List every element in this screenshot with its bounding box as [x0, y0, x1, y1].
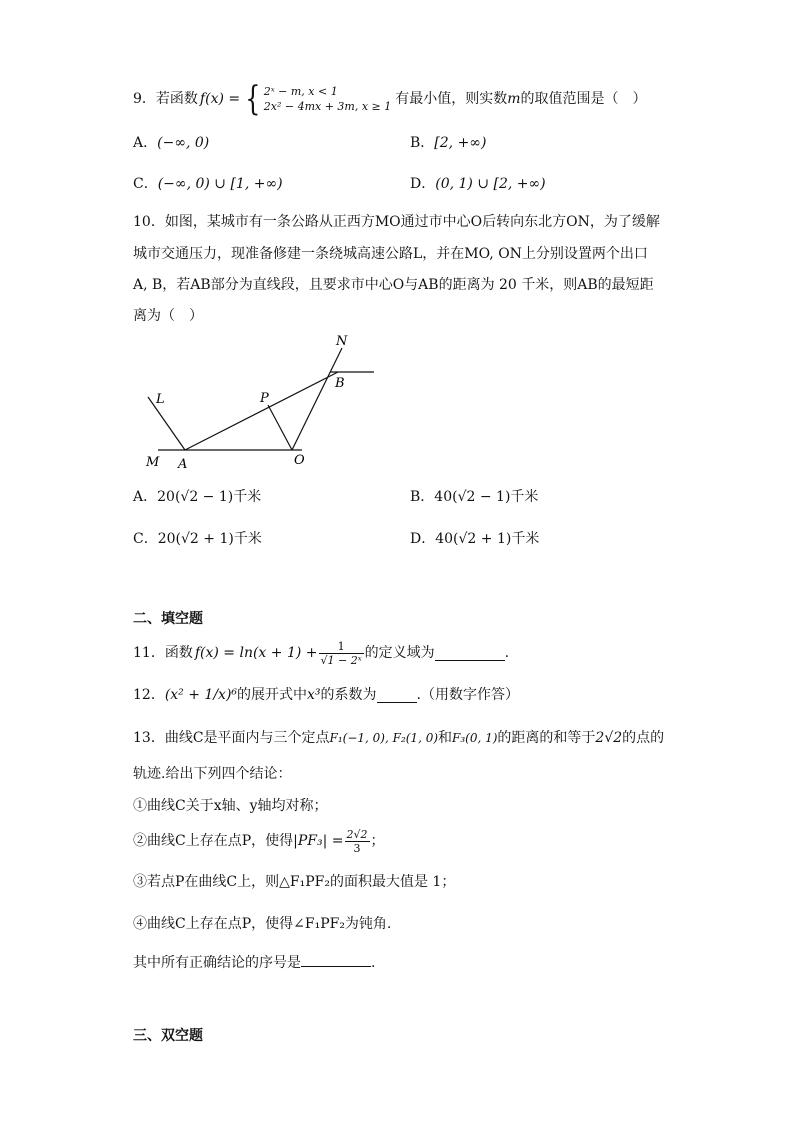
q9-f-lhs: f(x) =: [199, 91, 241, 107]
q11-expr: f(x) = ln(x + 1) +: [194, 645, 318, 661]
q11-text-b: 的定义域为: [364, 645, 435, 661]
q9-var-m: m: [507, 91, 521, 107]
q9-option-d[interactable]: D．(0, 1) ∪ [2, +∞): [410, 176, 546, 192]
q12-text-b: 的展开式中: [237, 687, 308, 703]
q13-line1: 13．曲线C是平面内与三个定点F₁(−1, 0), F₂(1, 0)和F₃(0, 1)的距离的和等于2√2的点的: [133, 730, 665, 746]
label-a: A: [178, 457, 188, 472]
q13-item2: ②曲线C上存在点P，使得 |PF₃| = $\frac{2√2}{3}$ ；: [133, 827, 385, 855]
line-ab: [185, 372, 338, 450]
q11-fraction: [319, 640, 364, 667]
line-po: [268, 405, 292, 450]
q12-answer-blank[interactable]: [377, 688, 417, 703]
q9-case2: 2x² − 4mx + 3m, x ≥ 1: [263, 100, 392, 113]
section-2-title: 二、填空题: [133, 611, 203, 627]
label-b: B: [335, 376, 345, 391]
label-p: P: [260, 391, 269, 406]
q9-number: 9．: [133, 91, 156, 107]
q9-option-c[interactable]: C．(−∞, 0) ∪ [1, +∞): [133, 176, 283, 192]
q12-text-a: 12．: [133, 687, 165, 703]
section-3-title: 三、双空题: [133, 1028, 203, 1044]
q10-option-a[interactable]: A．20(√2 − 1)千米: [133, 489, 262, 505]
q9-option-b[interactable]: B．[2, +∞): [410, 135, 487, 151]
q10-line3: A, B，若AB部分为直线段，且要求市中心O与AB的距离为 20 千米，则AB的最短距: [133, 277, 654, 293]
line-on: [292, 348, 342, 450]
label-l: L: [156, 392, 165, 407]
line-la: [148, 397, 185, 450]
q13-ask: 其中所有正确结论的序号是 .: [133, 952, 375, 973]
q12: [133, 684, 519, 706]
q9-brace: {: [245, 79, 261, 119]
q9-prefix: 若函数: [155, 91, 198, 107]
q11-frac-den: √1 − 2ˣ: [320, 653, 362, 667]
q10-line2: 城市交通压力，现准备修建一条绕城高速公路L，并在MO, ON上分别设置两个出口: [133, 246, 648, 262]
q10-line1: 10．如图，某城市有一条公路从正西方MO通过市中心O后转向东北方ON，为了缓解: [133, 214, 660, 230]
q13-answer-blank[interactable]: [301, 952, 371, 967]
q10-figure: [130, 330, 390, 475]
q10-option-b[interactable]: B．40(√2 − 1)千米: [410, 489, 539, 505]
q9-suffix-a: 有最小值，则实数: [395, 91, 508, 107]
q13-item3: ③若点P在曲线C上，则△F₁PF₂的面积最大值是 1；: [133, 874, 456, 890]
q9-cases: [264, 84, 392, 114]
label-n: N: [336, 334, 348, 349]
q13-item4: ④曲线C上存在点P，使得∠F₁PF₂为钝角.: [133, 916, 392, 932]
q11: 11．函数 f(x) = ln(x + 1) + $\frac{1}{\text{√1 − 2ˣ}}$ 的定义域为 .: [133, 639, 510, 667]
q9-option-a[interactable]: A．(−∞, 0): [133, 135, 210, 151]
q9-stem: [133, 80, 647, 118]
q12-expr: (x² + 1/x)⁶: [164, 687, 238, 703]
q12-term: x³: [307, 687, 321, 703]
q10-option-c[interactable]: C．20(√2 + 1)千米: [133, 531, 262, 547]
q9-suffix-b: 的取值范围是（ ）: [520, 91, 647, 107]
label-o: O: [294, 453, 305, 468]
q11-answer-blank[interactable]: [435, 646, 505, 661]
q9-case1: 2ˣ − m, x < 1: [263, 85, 338, 98]
q10-line4: 离为（ ）: [133, 308, 203, 324]
q11-text-a: 11．函数: [133, 645, 193, 661]
q13-fraction: $\frac{2√2}{3}$: [346, 827, 368, 855]
label-m: M: [146, 455, 160, 470]
q13-item1: ①曲线C关于x轴、y轴均对称；: [133, 798, 328, 814]
q12-text-d: .（用数字作答）: [416, 687, 519, 703]
q12-text-c: 的系数为: [320, 687, 377, 703]
q13-line2: 轨迹.给出下列四个结论：: [133, 766, 292, 782]
q11-frac-num: 1: [337, 639, 345, 653]
q10-option-d[interactable]: D．40(√2 + 1)千米: [410, 531, 540, 547]
